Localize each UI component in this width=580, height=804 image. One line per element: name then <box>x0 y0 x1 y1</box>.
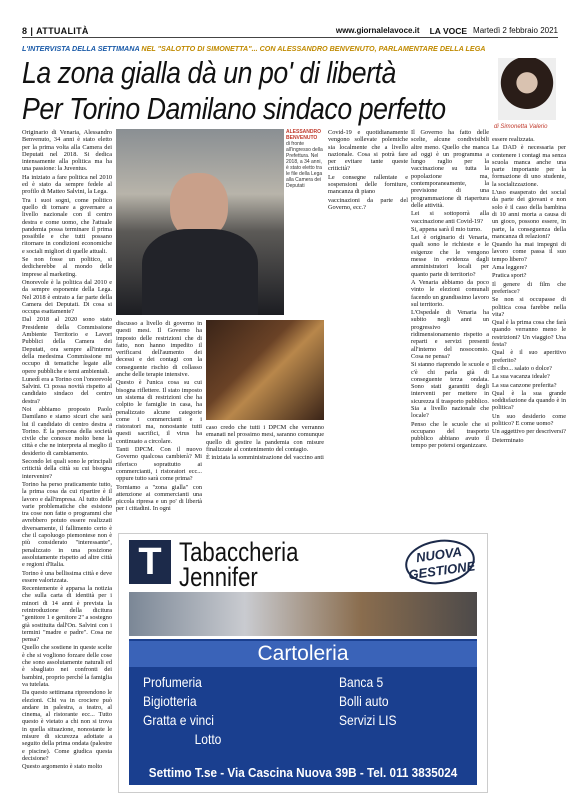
paragraph: La sua vacanza ideale? <box>492 373 550 381</box>
kicker-label: L'INTERVISTA DELLA SETTIMANA <box>22 44 140 53</box>
paragraph: Il Governo ha fatto delle scelte, alcune condivisibili altre meno. Quello che manca ad oggi è un programma a lungo raglio per la vaccinazione su tutta la popolazione ma, contemporaneamente, la previsione di una programmazione di riapertura delle attività. <box>411 129 489 209</box>
services-right <box>339 673 397 730</box>
paragraph: Da questo settimana ripreendono le elezioni. Chi va in crociere può andare in palestra, a teatro, al cinema, al ristorante ecc... Tutto questo è vietato a chi non si trova in quella situazione, nonostante le misure di sicurezza adottate a seguito della prima ondata (palestre e piscine). Come giudica questa decisione? <box>22 689 112 762</box>
shop-photo <box>129 592 477 636</box>
photo-caption <box>286 129 324 189</box>
section-name: ATTUALITÀ <box>36 25 89 36</box>
paragraph: Un aggettivo per descriversi? <box>492 428 566 436</box>
paragraph: essere realizzata. <box>492 136 535 143</box>
paragraph: Pratica sport? <box>492 272 527 280</box>
secondary-photo <box>206 320 324 420</box>
paragraph: Lunedì era a Torino con l'onorevole Salvini. Ci possa novità rispetto al candidato sindaco del centro destra? <box>22 375 112 405</box>
paragraph: Questo argomento è stato molto <box>22 763 103 771</box>
kicker-text: NEL "SALOTTO DI SIMONETTA"... CON ALESSANDRO BENVENUTO, PARLAMENTARE DELLA LEGA <box>141 44 486 53</box>
paragraph: Questo è l'unica cosa su cui bisogna riflettere. Il stato imposto un sistema di restrizioni che ha colpito le famiglie in casa, ha penalizzato alcune categorie come i commercianti e i ristoratori ma, nonostante tutti questi sacrifici, il virus ha continuato a circolare. <box>116 379 202 445</box>
new-management-badge: NUOVA GESTIONE <box>402 535 477 588</box>
paragraph: Secondo lei quali sono le principali criticità della città su cui bisogna intervenire? <box>22 458 112 480</box>
paragraph: Originario di Venaria, Alessandro Benvenuto, 34 anni è stato eletto per la prima volta alla Camera dei Deputati nel 2018. Si dedica intensamente alla politica ma ha una passione: la Juventus. <box>22 129 112 173</box>
paragraph: Torino ha perso praticamente tutto, la prima cosa da cui ripartire è il lavoro e dall'impresa. Al tutto delle varie problematiche che esistono tra cose non fatte o programmi che avrebbero potuto essere realizzati diversamente, il fallimento certo è che il capoluogo piemontese non è più considerato "interessante", penalizzato in una posizione assolutamente rispetto ad altre città e regioni d'Italia. <box>22 480 112 569</box>
site-url[interactable]: www.giornalelavoce.it <box>335 26 420 35</box>
issue-date: Martedì 2 febbraio 2021 <box>473 26 558 35</box>
paragraph: Lei è originario di Venaria, quali sono le richieste e le esigenze che le vengono messe in evidenza dagli amministratori locali per quanto parte di territorio? <box>411 234 489 278</box>
paragraph: Le consegne rallentate e sospensioni delle forniture, mancanza di piano <box>328 173 408 196</box>
article-column-3 <box>206 424 324 528</box>
paragraph: Noi abbiamo proposto Paolo Damilano e siamo sicuri che sarà lui il candidato di centro destra a Torino. È la persona della società civile che conosce molto bene la città e che ne interpreta al meglio il desiderio di cambiamento. <box>22 405 112 457</box>
service-item: Bolli auto <box>339 693 389 709</box>
paragraph: Ha iniziato a fare politica nel 2010 ed è stato da sempre fedele al profilo di Matteo Salvini, la Lega. <box>22 173 112 196</box>
paragraph: discusso a livello di governo in questi mesi. Il Governo ha imposto delle restrizioni che di fatto, non hanno impedito il verificarsi dell'aumento dei decessi e dei contagi con la conseguente rischio di collasso anche delle terapie intensive. <box>116 320 202 379</box>
paragraph: È iniziata la somministrazione del vaccino anti <box>206 454 324 462</box>
paragraph: Torniamo a "zona gialla" con attenzione ai commercianti una piccola ripresa e un po' di libertà per i cittadini. In ogni <box>116 483 202 513</box>
paragraph: Penso che le scuole che si occupano del trasporto pubblico abbiano avuto il tempo per potersi organizzare. <box>411 420 489 450</box>
kicker <box>22 44 558 53</box>
paragraph: Se non fosse un politico, si dedicherebbe al mondo delle imprese al marketing. <box>22 256 112 278</box>
caption-text: di fronte all'ingresso della Prefettura. Nel 2018, a 34 anni, è stato eletto tra le file della Lega alla Camera dei Deputati <box>286 141 323 189</box>
shop-address: Settimo T.se - Via Cascina Nuova 39B - Tel. 011 3835024 <box>148 765 458 780</box>
tabaccheria-ad <box>118 533 488 793</box>
paragraph: caso credo che tutti i DPCM che verranno emanati nel prossimo mesi, saranno comunque quello di gestire la pandemia con misure finalizzate al contenimento del contagio. <box>206 424 324 453</box>
paragraph: La DAD è necessaria per contenere i contagi ma senza scuola manca anche una parte importante per la formazione di uno studente, la socializzazione. <box>492 144 566 188</box>
paragraph: Tra i suoi sogni, come politico quello di tornare a governare a livello nazionale con il centro destra e come uomo, che l'attuale pandemia possa terminare il prima possibile e che tutti possano ritornare in condizioni economiche e sociali migliori di quelle attuali. <box>22 196 112 255</box>
author-portrait <box>498 58 556 120</box>
paragraph: Qual è il suo aperitivo preferito? <box>492 349 566 364</box>
paragraph: Il genere di film che preferisce? <box>492 280 566 295</box>
paragraph: Qual è la prima cosa che farà quando verranno meno le restrizioni? Un viaggio? Una festa? <box>492 319 566 349</box>
service-item: Lotto <box>194 731 222 747</box>
services-left <box>143 673 221 749</box>
paragraph: Quello che sostiene in queste scelte è che si vogliono forzare delle cose che sono assolutamente naturali ed è sbagliato nei confronti dei bambini, proprio perché la famiglia va tutelata. <box>22 644 112 688</box>
paragraph: L'Ospedale di Venaria ha subito negli anni un progressivo ridimensionamento rispetto a reparti e servizi presenti all'interno del nosocomio. Cosa ne pensa? <box>411 309 489 360</box>
paragraph: Tanti DPCM. Con il nuovo Governo qualcosa cambierà? Mi riferisco soprattutto ai commercianti, i ristoratori ecc... oppure tutto sarà come prima? <box>116 446 202 483</box>
paragraph: Lei si sottoporrà alla vaccinazione anti Covid-19? <box>411 210 489 225</box>
headline-line-2: Per Torino Damilano sindaco perfetto <box>22 91 446 126</box>
paragraph: Torino è una bellissima città e deve essere valorizzata. <box>22 569 112 584</box>
paragraph: Onorevole è la politica dal 2010 e da sempre esponente della Lega. Nel 2018 è entrato a far parte della Camera dei Deputati. Di cosa si occupa esattamente? <box>22 278 112 316</box>
service-item: Bigiotteria <box>143 693 197 709</box>
service-item: Banca 5 <box>339 674 384 690</box>
paper-name: LA VOCE <box>429 25 468 36</box>
ad-title-1: Tabaccheria <box>179 537 299 567</box>
paragraph: Un suo desiderio come politico? E come uomo? <box>492 412 566 427</box>
ad-title-2: Jennifer <box>179 562 258 592</box>
main-photo <box>116 129 284 315</box>
page-header: 8 | ATTUALITÀ www.giornalelavoce.it LA VOCE Martedì 2 febbraio 2021 <box>22 24 558 38</box>
paragraph: Covid-19 e quotidianamente vengono sollevate polemiche sia localmente che a livello nazionale. Cosa si potrà fare per evitare tante queste criticità? <box>328 129 408 173</box>
paragraph: L'uso esasperato dei social da parte dei giovani e non solo è il caso della bambina di 10 anni morta a causa di un gioco, possono essere, in parte, la conseguenza della mancanza di relazioni? <box>492 189 566 240</box>
person-body <box>142 229 258 315</box>
service-item: Servizi LIS <box>339 712 397 728</box>
tabaccheria-logo-icon: T <box>129 540 171 584</box>
service-item: Profumeria <box>143 674 202 690</box>
byline: di Simonetta Valerio <box>494 124 548 130</box>
paragraph: La sua canzone preferita? <box>492 381 557 389</box>
paragraph: vaccinazioni da parte del Governo, ecc.? <box>328 196 408 211</box>
article-column-5 <box>492 136 566 796</box>
article-column-4b <box>411 129 489 529</box>
paragraph: Determinato <box>492 436 524 444</box>
article-column-1 <box>22 129 112 794</box>
paragraph: Il cibo... salato o dolce? <box>492 364 552 372</box>
headline-line-1: La zona gialla dà un po' di libertà <box>22 55 396 90</box>
caption-name: ALESSANDRO BENVENUTO <box>286 129 322 141</box>
paragraph: Si, appena sarà il mio turno. <box>411 225 482 233</box>
paragraph: Quando ha mai impegni di lavoro come passa il suo tempo libero? <box>492 241 566 263</box>
paragraph: Dal 2018 al 2020 sono stato Presidente della Commissione Ambiente Territorio e Lavori Pubblici della Camera dei Deputati, ora sempre all'interno della medesima Commissione mi occupo di tematiche legate alle opere pubbliche e temi ambientali. <box>22 316 112 375</box>
paragraph: Qual è la sua grande soddisfazione da quando è in politica? <box>492 389 566 412</box>
service-item: Gratta e vinci <box>143 712 214 728</box>
page-number: 8 <box>22 25 28 36</box>
paragraph: Ama leggere? <box>492 264 528 272</box>
ad-services-band <box>129 639 477 785</box>
paragraph: A Venaria abbiamo da poco vinto le elezioni comunali facendo un grandissimo lavoro sul territorio. <box>411 278 489 308</box>
paragraph: Recentemente è apparsa la notizia che sulla carta di identità per i minori di 14 anni è prevista la reintroduzione della dicitura "genitore 1 e genitore 2" a sostegno già sostituita dall'On. Salvini con i termini "madre e padre". Cosa ne pensa? <box>22 585 112 644</box>
paragraph: Se non si occupasse di politica cosa farebbe nella vita? <box>492 296 566 318</box>
article-column-2 <box>116 320 202 528</box>
paragraph: Si stanno riaprendo le scuole e c'è chi parla già di conseguente terza ondata. Sono stati garantiti degli interventi per mettere in sicurezza il trasporto pubblico. Sia a livello nazionale che locale? <box>411 361 489 420</box>
cartoleria-label: Cartoleria <box>129 641 477 667</box>
